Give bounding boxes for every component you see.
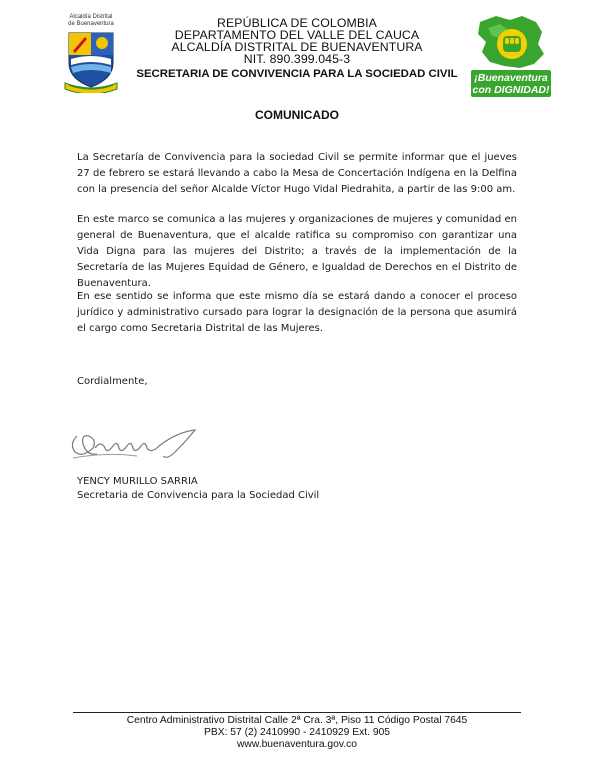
footer bbox=[0, 715, 594, 751]
closing-salutation: Cordialmente, bbox=[77, 376, 148, 387]
logo-org-name-2: de Buenaventura bbox=[68, 21, 114, 27]
footer-phone: PBX: 57 (2) 2410990 - 2410929 Ext. 905 bbox=[203, 727, 391, 738]
header-line-departamento: DEPARTAMENTO DEL VALLE DEL CAUCA bbox=[174, 28, 420, 42]
letterhead bbox=[0, 0, 594, 110]
footer-divider bbox=[73, 712, 521, 713]
logo-org-name-1: Alcaldía Distrital bbox=[69, 14, 113, 20]
buenaventura-shield-icon bbox=[63, 29, 119, 93]
header-line-republica: REPÚBLICA DE COLOMBIA bbox=[217, 16, 377, 30]
signer-block bbox=[77, 475, 319, 503]
paragraph-2: En este marco se comunica a las mujeres y organizaciones de mujeres y comunidad en general de Buenaventura, que el alcalde ratifica su compromiso con garantizar una Vida Digna para las mujeres del Distrito; a través de la implementación de la Secretaría de las Mujeres Equidad de Género, e Igualdad de Derechos en el Distrito de Buenaventura. bbox=[77, 214, 517, 289]
logo-slogan-line2: con DIGNIDAD! bbox=[472, 84, 550, 96]
document-title: COMUNICADO bbox=[255, 108, 339, 122]
paragraph-1: La Secretaría de Convivencia para la sociedad Civil se permite informar que el jueves 27 de febrero se estará llevando a cabo la Mesa de Concertación Indígena en la Delfina con la presencia del señor Alcalde Víctor Hugo Vidal Piedrahita, a partir de las 9:00 am. bbox=[77, 152, 517, 195]
handwritten-signature bbox=[67, 418, 207, 468]
buenaventura-con-dignidad-logo-icon bbox=[470, 14, 552, 98]
header-secretaria: SECRETARIA DE CONVIVENCIA PARA LA SOCIEDAD CIVIL bbox=[136, 68, 458, 80]
buenaventura-con-dignidad-logo bbox=[470, 14, 552, 98]
header-line-alcaldia: ALCALDÍA DISTRITAL DE BUENAVENTURA bbox=[171, 40, 423, 54]
logo-slogan-line1: ¡Buenaventura bbox=[474, 72, 548, 84]
paragraph-3: En ese sentido se informa que este mismo día se estará dando a conocer el proceso jurídico y administrativo cursado para lograr la designación de la persona que asumirá el cargo como Secretaria Distrital de las Mujeres. bbox=[77, 291, 517, 334]
footer-address: Centro Administrativo Distrital Calle 2ª Cra. 3ª, Piso 11 Código Postal 7645 bbox=[126, 715, 468, 726]
signer-name: YENCY MURILLO SARRIA bbox=[77, 476, 198, 487]
header-line-nit: NIT. 890.399.045-3 bbox=[243, 52, 351, 66]
footer-website: www.buenaventura.gov.co bbox=[236, 739, 357, 750]
letterhead-text bbox=[130, 17, 464, 81]
signer-role: Secretaria de Convivencia para la Sociedad Civil bbox=[77, 490, 320, 501]
alcaldia-logo bbox=[56, 14, 126, 94]
